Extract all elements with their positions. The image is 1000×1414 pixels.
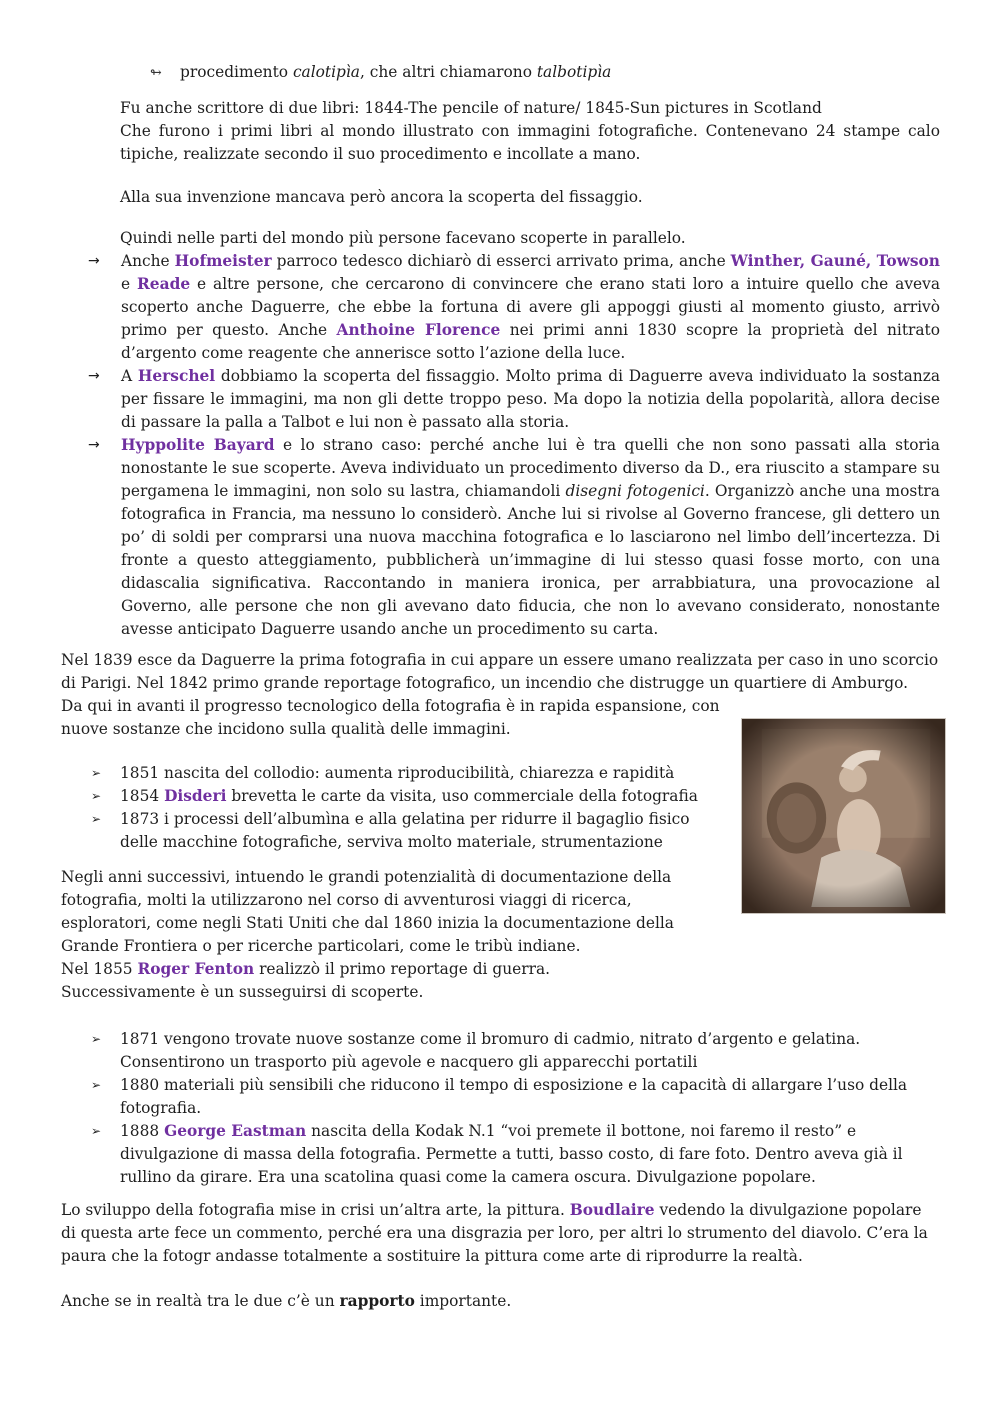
list-item-1854: ➢ 1854 Disderi brevetta le carte da visita, uso commerciale della fotografia <box>88 785 708 808</box>
arrow-list <box>88 250 940 641</box>
name-george-eastman: George Eastman <box>164 1122 307 1140</box>
name-winther-gaune-towson: Winther, Gauné, Towson <box>730 252 940 270</box>
triangle-bullet-icon: ➢ <box>91 1124 102 1138</box>
list-item-1871: ➢ 1871 vengono trovate nuove sostanze come il bromuro di cadmio, nitrato d’argento e gelatina. Consentirono un trasporto più agevole e nacquero gli apparecchi portatili <box>91 1030 861 1071</box>
arrow-bullet-icon: → <box>88 437 100 453</box>
paragraph-rapporto: Anche se in realtà tra le due c’è un rapporto importante. <box>61 1292 512 1310</box>
arrow-bullet-icon: → <box>88 253 100 269</box>
list-item-hofmeister: → Anche Hofmeister parroco tedesco dichiarò di esserci arrivato prima, anche Winther, Gauné, Towson e Reade e altre persone, che cercarono di convincere che erano stati loro a intuire quello che aveva scoperto anche Daguerre, che ebbe la fortuna di avere gli appoggi giusti al momento giusto, arrivò primo per questo. Anche Anthoine Florence nei primi anni 1830 scopre la proprietà del nitrato d’argento come reagente che annerisce sotto l’azione della luce. <box>88 252 940 362</box>
paragraph-1839: Nel 1839 esce da Daguerre la prima fotografia in cui appare un essere umano realizzata per caso in uno scorcio di Parigi. Nel 1842 primo grande reportage fotografico, un incendio che distrugge un quartiere di Amburgo. Da qui in avanti il progresso tecnologico della fotografia è in rapida espansione, con nuove sostanze che incidono sulla qualità delle immagini. <box>61 651 939 738</box>
list-item-1888: ➢ 1888 George Eastman nascita della Kodak N.1 “voi premete il bottone, noi faremo il resto” e divulgazione di massa della fotografia. Permette a tutti, basso costo, di fare foto. Dentro aveva già il rullino da girare. Era una scatolina quasi come la camera oscura. Divulgazione popolare. <box>91 1122 903 1186</box>
triangle-bullet-icon: ➢ <box>91 812 102 826</box>
name-boudlaire: Boudlaire <box>569 1201 655 1219</box>
intro-line-books: Fu anche scrittore di due libri: 1844-The pencile of nature/ 1845-Sun pictures in Scotland <box>120 99 822 117</box>
list-item-1880: ➢ 1880 materiali più sensibili che riducono il tempo di esposizione e la capacità di allargare l’uso della fotografia. <box>91 1076 908 1117</box>
paragraph-negli-anni: Negli anni successivi, intuendo le grandi potenzialità di documentazione della fotografia, molti la utilizzarono nel corso di avventurosi viaggi di ricerca, esploratori, come negli Stati Uniti che dal 1860 inizia la documentazione della Grande Frontiera o per ricerche particolari, come le tribù indiane. Nel 1855 Roger Fenton realizzò il primo reportage di guerra. Successivamente è un susseguirsi di scoperte. <box>61 866 721 1004</box>
photo-illustration <box>742 719 945 913</box>
arrow-bullet-icon: → <box>88 368 100 384</box>
name-roger-fenton: Roger Fenton <box>137 960 255 978</box>
intro-line-illustrated: Che furono i primi libri al mondo illustrato con immagini fotografiche. Contenevano 24 stampe calo tipiche, realizzate secondo il suo procedimento e incollate a mano. <box>120 122 940 163</box>
triangle-bullet-icon: ➢ <box>91 766 102 780</box>
term-rapporto: rapporto <box>339 1292 415 1310</box>
name-hofmeister: Hofmeister <box>174 252 272 270</box>
intro-fissaggio: Alla sua invenzione mancava però ancora la scoperta del fissaggio. <box>120 188 643 206</box>
triangle-bullet-icon: ➢ <box>91 1032 102 1046</box>
list-item-1851: ➢ 1851 nascita del collodio: aumenta riproducibilità, chiarezza e rapidità <box>88 762 708 785</box>
line-fenton: Nel 1855 Roger Fenton realizzò il primo reportage di guerra. <box>61 960 551 978</box>
name-reade: Reade <box>137 275 191 293</box>
list-item-bayard: → Hyppolite Bayard e lo strano caso: perché anche lui è tra quelli che non sono passati alla storia nonostante le sue scoperte. Aveva individuato un procedimento diverso da D., era riuscito a stampare su pergamena le immagini, non solo su lastra, chiamandoli disegni fotogenici. Organizzò anche una mostra fotografica in Francia, ma nessuno lo considerò. Anche lui si rivolse al Governo francese, gli dettero un po’ di soldi per comprarsi una nuova macchina fotografica e lo lasciarono nel limbo dell’incertezza. Di fronte a questo atteggiamento, pubblicherà un’immagine di lui stesso quasi fosse morto, con una didascalia significativa. Raccontando in maniera ironica, per arrabbiatura, una provocazione al Governo, alle persone che non gli avevano dato fiducia, che non lo avevano considerato, nonostante avesse anticipato Daguerre usando anche un procedimento su carta. <box>88 436 940 638</box>
triangle-list-2 <box>88 1028 948 1189</box>
term-talbotipia: talbotipìa <box>536 63 612 81</box>
bayard-self-portrait-photo <box>741 718 946 914</box>
sub-bullet-calotipia: ↬ procedimento calotipìa, che altri chiamarono talbotipìa <box>150 61 950 85</box>
term-disegni-fotogenici: disegni fotogenici <box>565 482 705 500</box>
list-item-herschel: → A Herschel dobbiamo la scoperta del fissaggio. Molto prima di Daguerre aveva individuato la sostanza per fissare le immagini, ma non gli dette troppo peso. Ma dopo la notizia della popolarità, allora decise di passare la palla a Talbot e lui non è passato alla storia. <box>88 367 940 431</box>
term-calotipia: calotipìa <box>292 63 360 81</box>
list-item-1873: ➢ 1873 i processi dell’albumìna e alla gelatina per ridurre il bagaglio fisico delle macchine fotografiche, serviva molto materiale, strumentazione <box>91 810 690 851</box>
triangle-bullet-icon: ➢ <box>91 789 102 803</box>
triangle-bullet-icon: ➢ <box>91 1078 102 1092</box>
curly-arrow-bullet-icon: ↬ <box>150 65 162 81</box>
name-disderi: Disderi <box>164 787 227 805</box>
name-anthoine-florence: Anthoine Florence <box>336 321 501 339</box>
name-hyppolite-bayard: Hyppolite Bayard <box>121 436 275 454</box>
triangle-list-1 <box>88 762 708 854</box>
paragraph-pittura: Lo sviluppo della fotografia mise in crisi un’altra arte, la pittura. Boudlaire vedendo la divulgazione popolare di questa arte fece un commento, perché era una disgrazia per loro, per altri lo strumento del diavolo. C’era la paura che la fotogr andasse totalmente a sostituire la pittura come arte di riprodurre la realtà. <box>61 1201 928 1265</box>
intro-books <box>120 97 940 166</box>
intro-parallel: Quindi nelle parti del mondo più persone facevano scoperte in parallelo. <box>120 229 686 247</box>
name-herschel: Herschel <box>137 367 216 385</box>
